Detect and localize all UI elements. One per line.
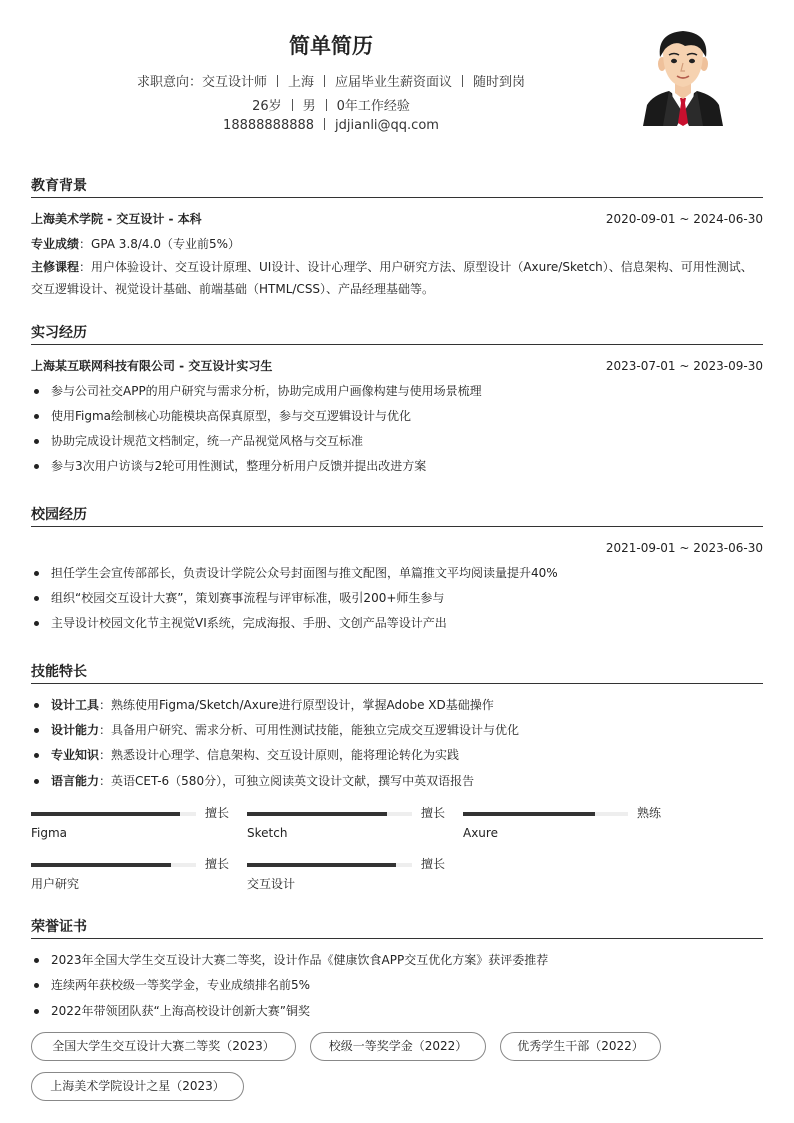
campus-date: 2021-09-01 ~ 2023-06-30 [605, 541, 763, 555]
internship-date: 2023-07-01 ~ 2023-09-30 [605, 359, 763, 373]
section-title-internship: 实习经历 [31, 325, 87, 341]
skill-name: 交互设计 [247, 877, 296, 891]
skill-name: Sketch [247, 826, 288, 840]
header-intent-line [0, 71, 662, 90]
list-item: 组织“校园交互设计大赛”，策划赛事流程与评审标准，吸引200+师生参与 [31, 588, 763, 608]
list-item: 连续两年获校级一等奖学金，专业成绩排名前5% [31, 975, 763, 995]
honor-tag: 全国大学生交互设计大赛二等奖（2023） [31, 1032, 296, 1061]
honor-tag: 优秀学生干部（2022） [500, 1032, 661, 1061]
section-title-education: 教育背景 [31, 178, 87, 194]
education-date: 2020-09-01 ~ 2024-06-30 [605, 212, 763, 226]
section-title-skills: 技能特长 [31, 664, 87, 680]
avatar [639, 27, 727, 126]
location: 上海 [287, 75, 314, 90]
availability: 随时到岗 [473, 75, 526, 90]
header-contact-line [0, 118, 662, 133]
internship-company: 上海某互联网科技有限公司 - 交互设计实习生 [31, 359, 273, 373]
avatar-portrait-icon [639, 27, 727, 126]
skill-name: Axure [463, 826, 498, 840]
phone: 18888888888 [223, 118, 315, 133]
list-item: 专业知识：熟悉设计心理学、信息架构、交互设计原则，能将理论转化为实践 [31, 745, 763, 765]
section-divider [31, 683, 763, 684]
skill-level: 擅长 [421, 806, 446, 820]
section-title-honors: 荣誉证书 [31, 919, 87, 935]
skill-level: 擅长 [421, 857, 446, 871]
skill-level: 擅长 [205, 806, 230, 820]
header-basic-line [0, 95, 662, 114]
skill-bar-sketch [247, 803, 447, 843]
skill-level: 擅长 [205, 857, 230, 871]
skill-bar-interaction-design [247, 854, 447, 894]
list-item: 担任学生会宣传部部长，负责设计学院公众号封面图与推文配图，单篇推文平均阅读量提升40% [31, 563, 763, 583]
list-item: 参与公司社交APP的用户研究与需求分析，协助完成用户画像构建与使用场景梳理 [31, 381, 763, 401]
gender: 男 [302, 99, 316, 114]
list-item: 设计能力：具备用户研究、需求分析、可用性测试技能，能独立完成交互逻辑设计与优化 [31, 720, 763, 740]
honor-tag: 上海美术学院设计之星（2023） [31, 1072, 244, 1101]
experience-years: 0年工作经验 [336, 99, 410, 114]
list-item: 设计工具：熟练使用Figma/Sketch/Axure进行原型设计，掌握Adobe XD基础操作 [31, 695, 763, 715]
skill-bar-axure [463, 803, 663, 843]
job-intent: 求职意向：交互设计师 [136, 75, 267, 90]
list-item: 协助完成设计规范文档制定，统一产品视觉风格与交互标准 [31, 431, 763, 451]
salary: 应届毕业生薪资面议 [335, 75, 453, 90]
list-item: 主导设计校园文化节主视觉VI系统，完成海报、手册、文创产品等设计产出 [31, 613, 763, 633]
section-divider [31, 526, 763, 527]
education-gpa: 专业成绩：GPA 3.8/4.0（专业前5%） [31, 237, 241, 251]
section-title-campus: 校园经历 [31, 507, 87, 523]
email: jdjianli@qq.com [335, 118, 439, 133]
section-divider [31, 938, 763, 939]
education-school: 上海美术学院 - 交互设计 - 本科 [31, 212, 202, 226]
section-divider [31, 197, 763, 198]
education-courses: 主修课程：用户体验设计、交互设计原理、UI设计、设计心理学、用户研究方法、原型设计（Axure/Sketch）、信息架构、可用性测试、交互逻辑设计、视觉设计基础、前端基础（HTML/CSS）、产品经理基础等。 [31, 260, 753, 296]
section-divider [31, 344, 763, 345]
list-item: 语言能力：英语CET-6（580分），可独立阅读英文设计文献，撰写中英双语报告 [31, 771, 763, 791]
list-item: 参与3次用户访谈与2轮可用性测试，整理分析用户反馈并提出改进方案 [31, 456, 763, 476]
skill-name: 用户研究 [31, 877, 80, 891]
skill-level: 熟练 [637, 806, 662, 820]
age: 26岁 [252, 99, 282, 114]
skill-bar-user-research [31, 854, 231, 894]
resume-name: 简单简历 [289, 34, 373, 58]
skill-name: Figma [31, 826, 68, 840]
skill-bar-figma [31, 803, 231, 843]
list-item: 使用Figma绘制核心功能模块高保真原型，参与交互逻辑设计与优化 [31, 406, 763, 426]
list-item: 2023年全国大学生交互设计大赛二等奖，设计作品《健康饮食APP交互优化方案》获评委推荐 [31, 950, 763, 970]
list-item: 2022年带领团队获“上海高校设计创新大赛”铜奖 [31, 1001, 763, 1021]
honor-tag: 校级一等奖学金（2022） [310, 1032, 486, 1061]
